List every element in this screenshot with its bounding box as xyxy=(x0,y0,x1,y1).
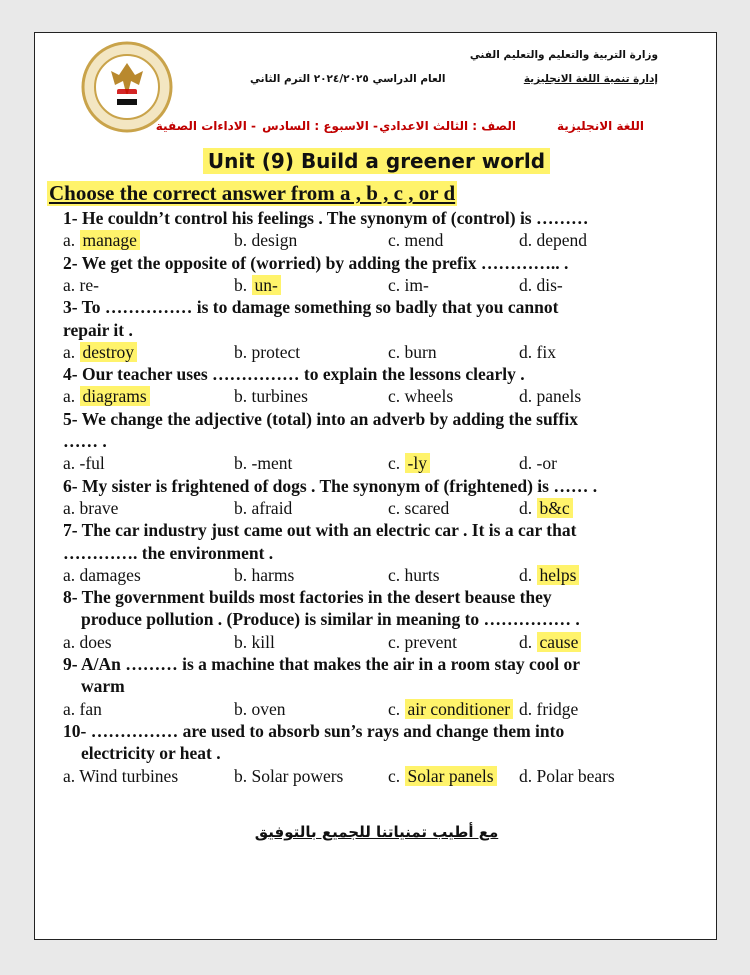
option-text: protect xyxy=(251,341,301,362)
question-7-line-2: …………. the environment . xyxy=(63,542,274,563)
question-3-line-1: 3- To …………… is to damage something so badly that you cannot xyxy=(63,297,559,318)
option-text: mend xyxy=(404,230,444,251)
option-letter: b. xyxy=(234,453,252,474)
option-letter: d. xyxy=(519,698,537,719)
question-8-option-b xyxy=(234,632,275,653)
question-3-line-2: repair it . xyxy=(63,319,133,340)
question-1-option-a xyxy=(63,230,140,251)
option-text: brave xyxy=(79,497,119,518)
highlighted-answer: cause xyxy=(537,632,582,652)
option-letter: a. xyxy=(63,274,80,295)
question-9-line-1: 9- A/An ……… is a machine that makes the air in a room stay cool or xyxy=(63,654,581,674)
option-letter: a. xyxy=(63,386,80,407)
question-1-option-d xyxy=(519,230,587,251)
question-3-option-b xyxy=(234,342,300,363)
option-text: oven xyxy=(251,698,286,719)
option-letter: a. xyxy=(63,631,80,652)
option-text: Solar powers xyxy=(251,765,344,786)
question-8-line-1: 8- The government builds most factories in the desert beause they xyxy=(63,587,552,608)
option-letter: a. xyxy=(63,341,80,362)
option-text: wheels xyxy=(404,386,454,407)
option-text: panels xyxy=(536,386,582,407)
option-text: kill xyxy=(251,631,275,652)
option-letter: d. xyxy=(519,564,537,585)
question-4-option-d xyxy=(519,386,581,407)
option-text: -ment xyxy=(251,453,293,474)
question-9-line-2: warm xyxy=(81,676,125,697)
option-letter: d. xyxy=(519,230,537,251)
unit-title-row xyxy=(35,148,718,174)
option-letter: a. xyxy=(63,564,80,585)
question-7-line-1: 7- The car industry just came out with an electric car . It is a car that xyxy=(63,520,577,541)
question-1-option-b xyxy=(234,230,297,251)
option-text: fan xyxy=(79,698,102,719)
option-letter: c. xyxy=(388,274,405,295)
option-letter: c. xyxy=(388,765,405,786)
option-text: scared xyxy=(404,497,450,518)
question-8-line-2: produce pollution . (Produce) is similar in meaning to …………… . xyxy=(81,609,580,630)
unit-title: Unit (9) Build a greener world xyxy=(203,148,550,174)
option-text: burn xyxy=(404,341,437,362)
question-3-option-d xyxy=(519,342,556,363)
option-text: fridge xyxy=(536,698,579,719)
closing-wish: مع أطيب تمنياتنا للجميع بالتوفيق xyxy=(254,823,499,841)
question-3-option-a xyxy=(63,342,137,363)
question-2-option-c xyxy=(388,275,429,296)
question-2-option-d xyxy=(519,275,563,296)
option-text: harms xyxy=(251,564,295,585)
option-text: re- xyxy=(79,274,99,295)
question-10-option-d xyxy=(519,766,615,787)
option-letter: b. xyxy=(234,631,252,652)
question-6-line-1: 6- My sister is frightened of dogs . The synonym of (frightened) is …… . xyxy=(63,475,598,496)
question-8-option-c xyxy=(388,632,457,653)
option-letter: b. xyxy=(234,497,252,518)
worksheet-page xyxy=(34,32,717,940)
option-text: im- xyxy=(404,274,429,295)
option-letter: b. xyxy=(234,564,252,585)
question-5-line-2: …… . xyxy=(63,431,107,451)
option-text: Wind turbines xyxy=(79,765,179,786)
highlighted-answer: un- xyxy=(252,275,281,295)
question-1-line-1: 1- He couldn’t control his feelings . The synonym of (control) is ……… xyxy=(63,208,589,228)
option-letter: c. xyxy=(388,386,405,407)
question-10-line-1: 10- …………… are used to absorb sun’s rays and change them into xyxy=(63,720,565,741)
question-9-option-c xyxy=(388,699,513,720)
option-letter: b. xyxy=(234,341,252,362)
option-letter: d. xyxy=(519,765,537,786)
option-letter: d. xyxy=(519,453,537,474)
question-6-option-b xyxy=(234,498,292,519)
option-text: design xyxy=(251,230,298,251)
question-4-line-1: 4- Our teacher uses …………… to explain the lessons clearly . xyxy=(63,364,525,385)
question-8-option-d xyxy=(519,632,581,653)
option-letter: d. xyxy=(519,631,537,652)
question-10-option-c xyxy=(388,766,497,787)
question-10-option-a xyxy=(63,766,178,787)
option-letter: b. xyxy=(234,698,252,719)
question-4-option-c xyxy=(388,386,453,407)
question-8-option-a xyxy=(63,632,112,653)
option-letter: c. xyxy=(388,497,405,518)
subject-label: اللغة الانجليزية xyxy=(557,119,644,133)
highlighted-answer: Solar panels xyxy=(405,766,497,786)
question-5-option-b xyxy=(234,453,292,474)
question-6-option-c xyxy=(388,498,449,519)
week-label: - الاسبوع : السادس xyxy=(262,119,378,133)
option-text: dis- xyxy=(536,274,563,295)
option-letter: a. xyxy=(63,230,80,251)
question-5-option-a xyxy=(63,453,105,474)
option-text: prevent xyxy=(404,631,458,652)
question-10-line-2: electricity or heat . xyxy=(81,743,221,764)
instruction: Choose the correct answer from a , b , c , or d xyxy=(49,181,456,205)
administration-name: إدارة تنمية اللغة الانجليزية xyxy=(523,73,658,85)
option-letter: b. xyxy=(234,386,252,407)
ministry-name: وزارة التربية والتعليم والتعليم الفني xyxy=(469,49,658,61)
question-9-option-a xyxy=(63,699,102,720)
option-letter: c. xyxy=(388,564,405,585)
question-9-option-b xyxy=(234,699,286,720)
academic-year: العام الدراسي ٢٠٢٤/٢٠٢٥ الترم الثاني xyxy=(250,73,446,85)
option-letter: d. xyxy=(519,497,537,518)
highlighted-answer: diagrams xyxy=(80,386,150,406)
option-text: afraid xyxy=(251,497,293,518)
question-1-option-c xyxy=(388,230,443,251)
option-letter: a. xyxy=(63,453,80,474)
question-10-option-b xyxy=(234,766,343,787)
highlighted-answer: helps xyxy=(537,565,580,585)
question-2-option-a xyxy=(63,275,99,296)
option-letter: d. xyxy=(519,386,537,407)
question-4-option-a xyxy=(63,386,150,407)
highlighted-answer: -ly xyxy=(405,453,430,473)
highlighted-answer: manage xyxy=(80,230,140,250)
option-letter: c. xyxy=(388,631,405,652)
question-3-option-c xyxy=(388,342,437,363)
question-9-option-d xyxy=(519,699,578,720)
question-5-option-d xyxy=(519,453,557,474)
highlighted-answer: b&c xyxy=(537,498,573,518)
assessment-label: - الاداءات الصفية xyxy=(155,119,256,133)
question-7-option-c xyxy=(388,565,440,586)
question-2-line-1: 2- We get the opposite of (worried) by adding the prefix ………….. . xyxy=(63,252,569,273)
option-letter: c. xyxy=(388,341,405,362)
grade-label: الصف : الثالث الاعدادي xyxy=(379,119,516,133)
option-letter: d. xyxy=(519,341,537,362)
option-letter: b. xyxy=(234,765,252,786)
question-5-line-1: 5- We change the adjective (total) into an adverb by adding the suffix xyxy=(63,408,578,429)
option-letter: c. xyxy=(388,453,405,474)
option-text: turbines xyxy=(251,386,308,407)
option-letter: b. xyxy=(234,274,252,295)
option-text: damages xyxy=(79,564,141,585)
question-4-option-b xyxy=(234,386,308,407)
highlighted-answer: destroy xyxy=(80,342,138,362)
option-letter: c. xyxy=(388,698,405,719)
option-text: fix xyxy=(536,341,556,362)
option-text: does xyxy=(79,631,112,652)
question-5-option-c xyxy=(388,453,430,474)
option-letter: a. xyxy=(63,698,80,719)
option-letter: b. xyxy=(234,230,252,251)
option-text: Polar bears xyxy=(536,765,615,786)
option-text: -or xyxy=(536,453,557,474)
option-letter: c. xyxy=(388,230,405,251)
question-7-option-b xyxy=(234,565,294,586)
option-text: hurts xyxy=(404,564,440,585)
option-text: -ful xyxy=(79,453,105,474)
highlighted-answer: air conditioner xyxy=(405,699,514,719)
option-letter: d. xyxy=(519,274,537,295)
question-6-option-a xyxy=(63,498,118,519)
option-letter: a. xyxy=(63,765,80,786)
question-7-option-d xyxy=(519,565,579,586)
question-2-option-b xyxy=(234,275,281,296)
question-7-option-a xyxy=(63,565,141,586)
option-letter: a. xyxy=(63,497,80,518)
option-text: depend xyxy=(536,230,588,251)
question-6-option-d xyxy=(519,498,573,519)
